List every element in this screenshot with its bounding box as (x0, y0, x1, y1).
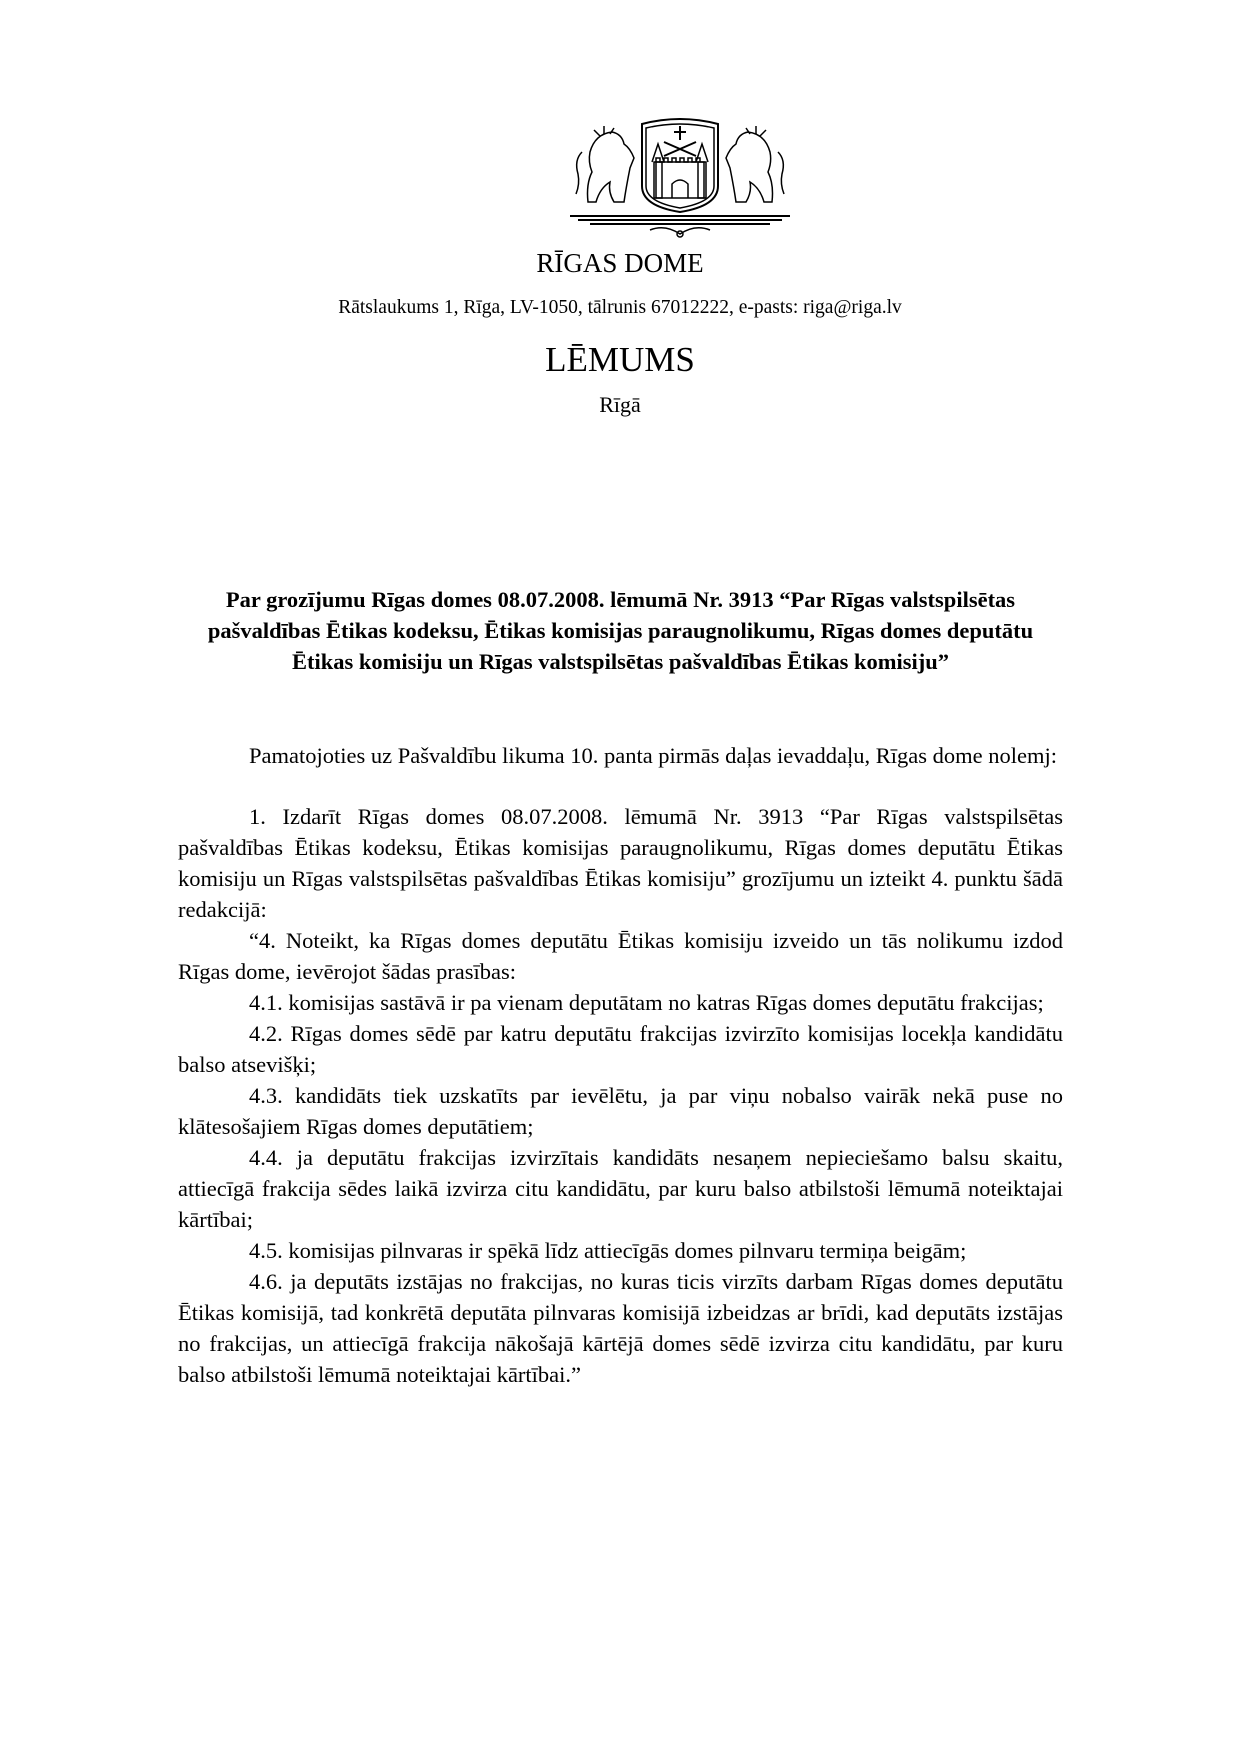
subpoint-4-6: 4.6. ja deputāts izstājas no frakcijas, no kuras ticis virzīts darbam Rīgas domes deputātu Ētikas komisijā, tad konkrētā deputāta pilnvaras komisijā izbeidzas ar brīdi, kad deputāts izstājas no frakcijas, un attiecīgā frakcija nākošajā kārtējā domes sēdē izvirza citu kandidātu, par kuru balso atbilstoši lēmumā noteiktajai kārtībai.” (178, 1269, 1063, 1387)
document-type: LĒMUMS (545, 340, 695, 379)
shield-icon (642, 119, 718, 212)
subpoint-4-5: 4.5. komisijas pilnvaras ir spēkā līdz attiecīgās domes pilnvaru termiņa beigām; (249, 1238, 967, 1263)
right-lion-icon (726, 126, 784, 202)
subpoint-4-3: 4.3. kandidāts tiek uzskatīts par ievēlētu, ja par viņu nobalso vairāk nekā puse no klātesošajiem Rīgas domes deputātiem; (178, 1083, 1063, 1139)
point-4-paragraph: “4. Noteikt, ka Rīgas domes deputātu Ētikas komisiju izveido un tās nolikumu izdod Rīgas dome, ievērojot šādas prasības: (178, 928, 1063, 984)
subpoint-4-4: 4.4. ja deputātu frakcijas izvirzītais kandidāts nesaņem nepieciešamo balsu skaitu, attiecīgā frakcija sēdes laikā izvirza citu kandidātu, par kuru balso atbilstoši lēmumā noteiktajai kārtībai; (178, 1145, 1063, 1232)
document-body (178, 740, 1063, 1390)
left-lion-icon (576, 126, 634, 202)
item-1-paragraph: 1. Izdarīt Rīgas domes 08.07.2008. lēmumā Nr. 3913 “Par Rīgas valstspilsētas pašvaldības Ētikas kodeksu, Ētikas komisijas paraugnolikumu, Rīgas domes deputātu Ētikas komisiju un Rīgas valstspilsētas pašvaldības Ētikas komisiju” grozījumu un izteikt 4. punktu šādā redakcijā: (178, 804, 1063, 922)
document-place: Rīgā (599, 392, 641, 417)
organization-name: RĪGAS DOME (536, 248, 704, 278)
organization-address: Rātslaukums 1, Rīga, LV-1050, tālrunis 67012222, e-pasts: riga@riga.lv (338, 297, 902, 318)
subpoint-4-2: 4.2. Rīgas domes sēdē par katru deputātu frakcijas izvirzīto komisijas locekļa kandidātu balso atsevišķi; (178, 1021, 1063, 1077)
preamble-paragraph: Pamatojoties uz Pašvaldību likuma 10. panta pirmās daļas ievaddaļu, Rīgas dome nolemj: (249, 743, 1057, 768)
subpoint-4-1: 4.1. komisijas sastāvā ir pa vienam deputātam no katras Rīgas domes deputātu frakcijas; (249, 990, 1044, 1015)
document-title: Par grozījumu Rīgas domes 08.07.2008. lēmumā Nr. 3913 “Par Rīgas valstspilsētas pašvaldības Ētikas kodeksu, Ētikas komisijas paraugnolikumu, Rīgas domes deputātu Ētikas komisiju un Rīgas valstspilsētas pašvaldības Ētikas komisiju” (207, 587, 1034, 674)
coat-of-arms-emblem (560, 112, 800, 242)
